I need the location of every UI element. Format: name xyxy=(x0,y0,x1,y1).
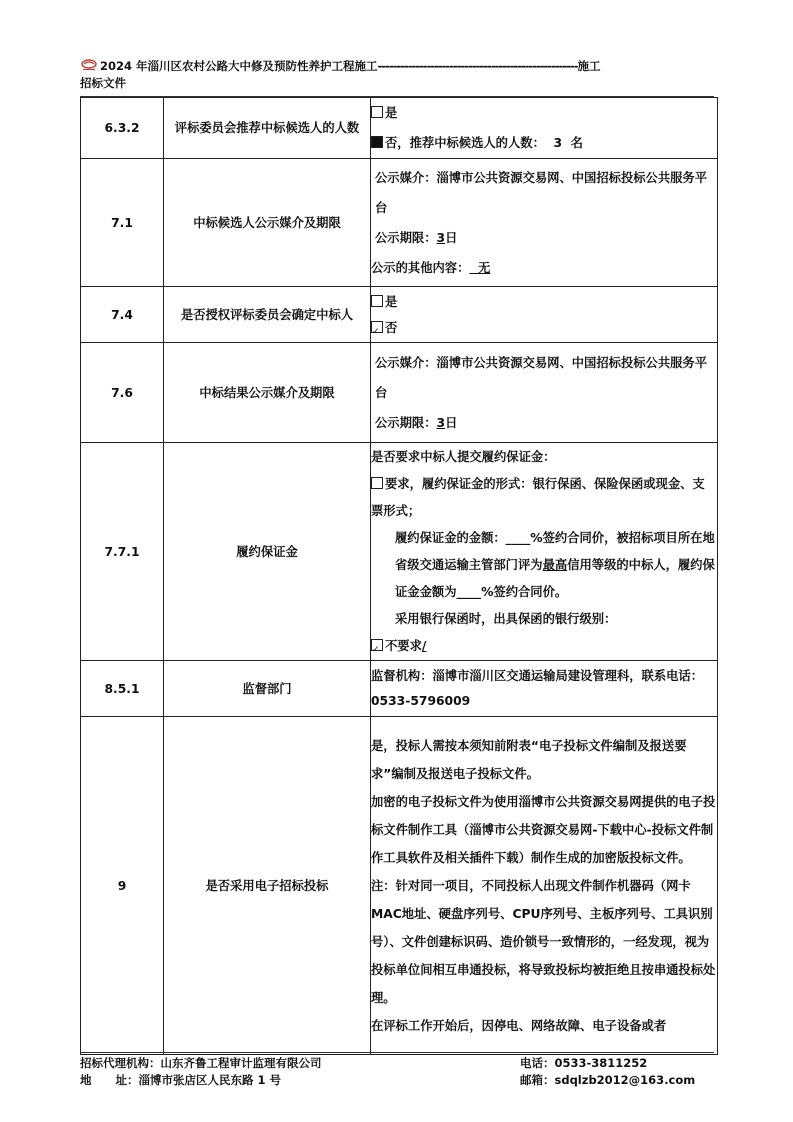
clause-name: 评标委员会推荐中标候选人的人数 xyxy=(164,98,371,159)
clause-content xyxy=(371,287,718,343)
other-content-label: 公示的其他内容： xyxy=(371,260,470,275)
clause-number: 7.6 xyxy=(81,343,164,443)
period-label: 公示期限： xyxy=(375,415,437,430)
table-row xyxy=(81,98,718,159)
footer-rule xyxy=(80,1052,714,1053)
guarantee-amount-2: 信用等级的中标人，履约保证金金额为____%签约合同价。 xyxy=(395,557,715,599)
agency-label: 招标代理机构： xyxy=(80,1056,161,1070)
header-title: 2024 年淄川区农村公路大中修及预防性养护工程施工 xyxy=(100,59,378,73)
company-logo-icon xyxy=(80,59,98,71)
phone-number: 0533-3811252 xyxy=(554,1056,648,1070)
phone-label: 电话： xyxy=(520,1056,555,1070)
checkbox-empty-icon xyxy=(371,106,383,118)
header-title-line2: 招标文件 xyxy=(80,76,126,90)
table-row xyxy=(81,661,718,717)
paragraph: 在评标工作开始后，因停电、网络故障、电子设备或者 xyxy=(371,1018,667,1033)
clause-name: 监督部门 xyxy=(164,661,371,717)
clause-number: 7.7.1 xyxy=(81,443,164,661)
checkbox-checked-icon xyxy=(371,639,383,651)
header-dashes: ----------------------------------------------------- xyxy=(377,59,578,73)
clause-number: 6.3.2 xyxy=(81,98,164,159)
slash-mark: / xyxy=(421,638,427,653)
publicity-media: 公示媒介：淄博市公共资源交易网、中国招标投标公共服务平台 xyxy=(375,355,708,400)
email: sdqlzb2012@163.com xyxy=(554,1073,696,1087)
address-label: 地 址： xyxy=(80,1073,139,1087)
clause-name: 是否采用电子招标投标 xyxy=(164,717,371,1055)
table-row xyxy=(81,159,718,287)
table-row xyxy=(81,287,718,343)
clause-content xyxy=(371,717,718,1055)
clause-number: 9 xyxy=(81,717,164,1055)
page-footer xyxy=(80,1052,714,1089)
option-not-required: 不要求 xyxy=(385,638,422,653)
address: 淄博市张店区人民东路 1 号 xyxy=(138,1073,282,1087)
clause-number: 7.4 xyxy=(81,287,164,343)
clause-name: 中标候选人公示媒介及期限 xyxy=(164,159,371,287)
publicity-media: 公示媒介：淄博市公共资源交易网、中国招标投标公共服务平台 xyxy=(375,170,708,215)
bank-level: 采用银行保函时，出具保函的银行级别： xyxy=(395,611,617,626)
clause-content xyxy=(371,343,718,443)
option-no: 否 xyxy=(385,320,398,335)
period-unit: 日 xyxy=(445,415,458,430)
checkbox-filled-icon xyxy=(371,136,383,148)
clause-content xyxy=(371,661,718,717)
clause-number: 8.5.1 xyxy=(81,661,164,717)
period-unit: 日 xyxy=(445,230,458,245)
other-content-value: 无 xyxy=(477,260,491,275)
page-header xyxy=(80,58,714,92)
checkbox-checked-icon xyxy=(371,321,383,333)
paragraph: 加密的电子投标文件为使用淄博市公共资源交易网提供的电子投标文件制作工具（淄博市公共资源交易网-下载中心-投标文件制作工具软件及相关插件下载）制作生成的加密版投标文件。 xyxy=(371,794,716,865)
table-row xyxy=(81,443,718,661)
paragraph: 注：针对同一项目，不同投标人出现文件制作机器码（网卡MAC地址、硬盘序列号、CPU序列号、主板序列号、工具识别号）、文件创建标识码、造价锁号一致情形的，一经发现，视为投标单位间相互串通投标，将导致投标均被拒绝且按串通投标处理。 xyxy=(371,878,716,1005)
guarantee-require: 要求，履约保证金的形式：银行保函、保险保函或现金、支票形式； xyxy=(371,476,705,518)
guarantee-question: 是否要求中标人提交履约保证金： xyxy=(371,449,556,464)
checkbox-empty-icon xyxy=(371,295,383,307)
agency-name: 山东齐鲁工程审计监理有限公司 xyxy=(160,1056,322,1070)
supervision-text: 监督机构：淄博市淄川区交通运输局建设管理科，联系电话：0533-5796009 xyxy=(371,668,704,708)
period-value: 3 xyxy=(436,415,446,430)
candidate-unit: 名 xyxy=(570,136,583,150)
table-row xyxy=(81,717,718,1055)
clause-number: 7.1 xyxy=(81,159,164,287)
checkbox-empty-icon xyxy=(371,477,383,489)
header-title-right: 施工 xyxy=(577,59,601,73)
highest-credit: 最高 xyxy=(542,557,568,572)
clause-name: 是否授权评标委员会确定中标人 xyxy=(164,287,371,343)
paragraph: 是，投标人需按本须知前附表“电子投标文件编制及报送要求”编制及报送电子投标文件。 xyxy=(371,738,687,781)
table-row xyxy=(81,343,718,443)
clause-content xyxy=(371,443,718,661)
period-label: 公示期限： xyxy=(375,230,437,245)
option-yes: 是 xyxy=(385,106,398,120)
clause-name: 履约保证金 xyxy=(164,443,371,661)
clause-content xyxy=(371,159,718,287)
option-no: 否，推荐中标候选人的人数： xyxy=(385,136,545,150)
email-label: 邮箱： xyxy=(520,1073,555,1087)
option-yes: 是 xyxy=(385,294,398,309)
clause-content xyxy=(371,98,718,159)
period-value: 3 xyxy=(436,230,446,245)
candidate-count: 3 xyxy=(553,136,562,150)
bidding-info-table xyxy=(80,97,718,1055)
guarantee-amount: 履约保证金的金额：____%签约合同价，被招标项目所在地省级交通运输主管部门评为 xyxy=(395,530,715,572)
clause-name: 中标结果公示媒介及期限 xyxy=(164,343,371,443)
